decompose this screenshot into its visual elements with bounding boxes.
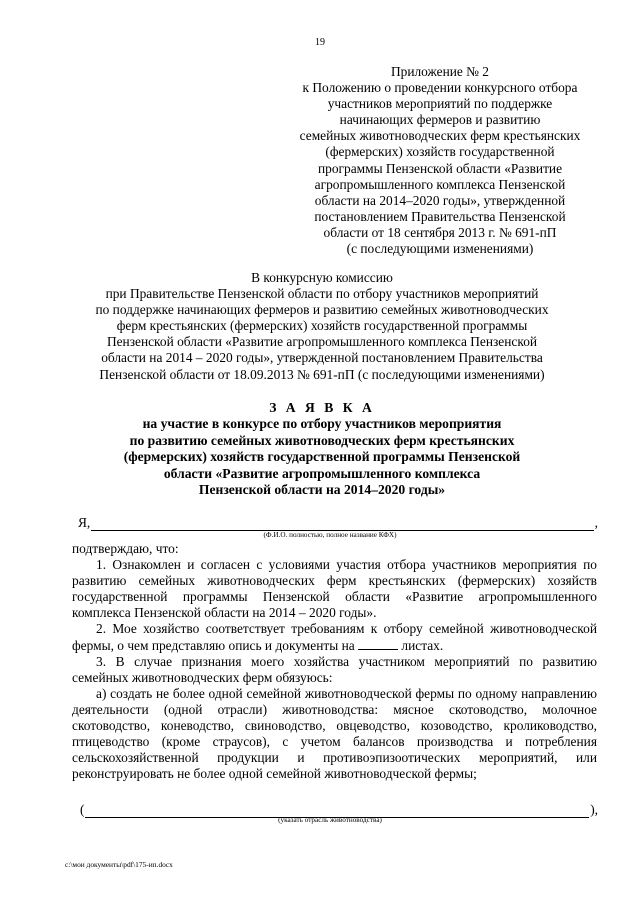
item-3: 3. В случае признания моего хозяйства участником мероприятий по развитию семейных животноводческих ферм обязуюсь: <box>72 653 597 685</box>
title-line: (фермерских) хозяйств государственной программы Пензенской <box>123 449 521 465</box>
title-line: по развитию семейных животноводческих ферм крестьянских <box>129 432 515 448</box>
item-2-text: 2. Мое хозяйство соответствует требованиям к отбору семейной животноводческой фермы, о чем представляю опись и документы на <box>72 621 597 653</box>
appendix-line: начинающих фермеров и развитию <box>339 112 541 128</box>
addressee-line: Пензенской области «Развитие агропромышленного комплекса Пензенской <box>106 334 538 350</box>
application-title <box>72 400 572 498</box>
addressee-block <box>72 270 572 383</box>
appendix-line: области на 2014–2020 годы», утвержденной <box>314 192 566 208</box>
appendix-line: (с последующими изменениями) <box>346 241 534 257</box>
title-heading: З А Я В К А <box>269 400 375 415</box>
item-2-tail: листах. <box>401 637 444 653</box>
appendix-line: программы Пензенской области «Развитие <box>317 160 563 176</box>
appendix-line: семейных животноводческих ферм крестьянских <box>299 128 581 144</box>
sheets-count-field[interactable] <box>358 639 398 650</box>
item-3a: а) создать не более одной семейной животноводческой фермы по одному направлению деятельности (одной отрасли) животноводства: мясное скотоводство, молочное скотоводство, коневодство, свиноводство, овцеводство, козоводство, кролиководство, птицеводство (кроме страусов), с учетом балансов производства и потребления сельскохозяйственной продукции и противоэпизоотических мероприятий, или реконструировать не более одной семейной животноводческой фермы; <box>72 685 597 782</box>
appendix-line: к Положению о проведении конкурсного отбора <box>302 80 578 96</box>
item-2 <box>72 621 597 653</box>
title-line: области «Развитие агропромышленного комплекса <box>163 465 481 481</box>
appendix-line: Приложение № 2 <box>390 64 490 79</box>
applicant-name-hint: (Ф.И.О. полностью, полное название КФХ) <box>263 531 397 539</box>
confirm-line: подтверждаю, что: <box>72 541 179 556</box>
applicant-suffix: , <box>594 515 598 530</box>
addressee-line: области на 2014 – 2020 годы», утвержденной постановлением Правительства <box>101 350 543 366</box>
body-text <box>72 541 597 782</box>
addressee-line: по поддержке начинающих фермеров и развитию семейных животноводческих <box>95 302 549 318</box>
branch-suffix: ), <box>590 802 598 817</box>
title-line: на участие в конкурсе по отбору участников мероприятия <box>142 416 502 432</box>
appendix-line: области от 18 сентября 2013 г. № 691-пП <box>323 224 557 240</box>
addressee-line: Пензенской области от 18.09.2013 № 691-пП (с последующими изменениями) <box>99 366 545 382</box>
branch-prefix: ( <box>80 802 85 817</box>
title-line: Пензенской области на 2014–2020 годы» <box>198 482 446 498</box>
applicant-name-row <box>78 515 598 531</box>
applicant-name-field[interactable] <box>91 519 593 531</box>
applicant-prefix: Я, <box>78 515 91 530</box>
addressee-line: ферм крестьянских (фермерских) хозяйств государственной программы <box>116 318 528 334</box>
branch-hint: (указать отрасль животноводства) <box>278 816 382 824</box>
addressee-line: при Правительстве Пензенской области по отбору участников мероприятий <box>105 286 539 302</box>
appendix-line: постановлением Правительства Пензенской <box>314 208 566 224</box>
appendix-block <box>270 64 610 257</box>
appendix-line: участников мероприятий по поддержке <box>327 96 553 112</box>
item-1: 1. Ознакомлен и согласен с условиями участия отбора участников мероприятия по развитию семейных животноводческих ферм крестьянских (фермерских) хозяйств государственной программы Пензенской области «Развитие агропромышленного комплекса Пензенской области на 2014 – 2020 годы». <box>72 557 597 621</box>
footer-file-path: c:\мои документы\pdf\175-ип.docx <box>65 860 173 869</box>
appendix-line: (фермерских) хозяйств государственной <box>325 144 555 160</box>
page-number: 19 <box>315 37 325 48</box>
addressee-line: В конкурсную комиссию <box>251 270 393 285</box>
appendix-line: агропромышленного комплекса Пензенской <box>314 176 566 192</box>
